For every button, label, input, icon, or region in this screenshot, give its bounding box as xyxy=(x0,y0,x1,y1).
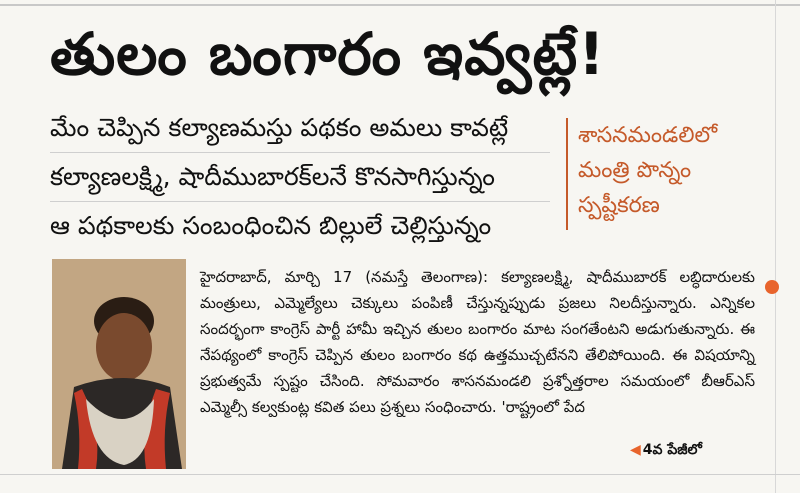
headline: తులం బంగారం ఇవ్వట్లే! xyxy=(50,20,606,88)
sidebar-line-1: శాసనమండలిలో xyxy=(578,123,718,148)
column-divider xyxy=(775,0,776,493)
sidebar-line-2: మంత్రి పొన్నం xyxy=(578,158,692,183)
triangle-left-icon: ◀ xyxy=(630,442,641,458)
subheadline-2: కల్యాణలక్ష్మి, షాదీముబారక్‌లనే కొనసాగిస్తున్నం xyxy=(50,153,550,202)
bullet-dot xyxy=(765,280,779,294)
top-rule xyxy=(0,4,800,6)
bottom-rule xyxy=(0,474,800,475)
article-body: హైదరాబాద్, మార్చి 17 (నమస్తే తెలంగాణ): కల్యాణలక్ష్మి, షాదీముబారక్ లబ్ధిదారులకు మంత్రులు, ఎమ్మెల్యేలు చెక్కులు పంపిణీ చేస్తున్నప్పుడు ప్రజలు నిలదీస్తున్నారు. ఎన్నికల సందర్భంగా కాంగ్రెస్ పార్టీ హామీ ఇచ్చిన తులం బంగారం మాట సంగతేంటని అడుగుతున్నారు. ఈ నేపథ్యంలో కాంగ్రెస్ చెప్పిన తులం బంగారం కథ ఉత్తముచ్చటేనని తేలిపోయింది. ఈ విషయాన్ని ప్రభుత్వమే స్పష్టం చేసింది. సోమవారం శాసనమండలి ప్రశ్నోత్తరాల సమయంలో బీఆర్ఎస్ ఎమ్మెల్సీ కల్వకుంట్ల కవిత పలు ప్రశ్నలు సంధించారు. 'రాష్ట్రంలో పేద xyxy=(200,268,755,416)
page-reference[interactable] xyxy=(630,442,702,461)
subheadline-3: ఆ పథకాలకు సంబంధించిన బిల్లులే చెల్లిస్తున్నం xyxy=(50,211,492,240)
sidebar-line-3: స్పష్టీకరణ xyxy=(578,193,660,218)
minister-photo xyxy=(52,259,186,469)
subheadline-1: మేం చెప్పిన కల్యాణమస్తు పథకం అమలు కావట్లే xyxy=(50,104,550,153)
page-reference-label: 4వ పేజీలో xyxy=(642,442,702,458)
subheadline-block xyxy=(50,104,550,250)
sidebar-blurb xyxy=(566,118,778,230)
